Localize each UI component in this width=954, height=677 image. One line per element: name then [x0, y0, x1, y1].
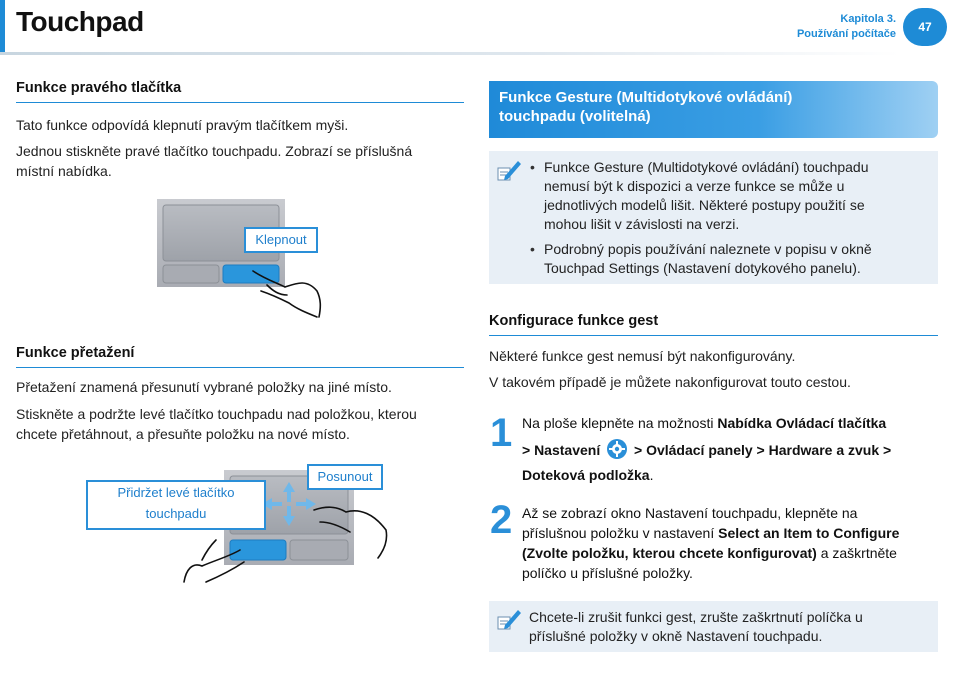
step-number-2: 2 — [490, 498, 513, 542]
note-line: Chcete-li zrušit funkci gest, zrušte zaškrtnutí políčka u — [529, 609, 863, 625]
menu-path-settings: > Nastavení — [522, 442, 601, 458]
note-line: příslušné položky v okně Nastavení touchpadu. — [529, 628, 823, 644]
move-callout: Posunout — [307, 464, 383, 490]
section-rule — [16, 367, 464, 368]
config-paragraph-1: Některé funkce gest nemusí být nakonfigurovány. — [489, 348, 796, 364]
menu-path-control-panel: > Ovládací panely > Hardware a zvuk > — [634, 442, 892, 458]
chapter-number: Kapitola 3. — [840, 13, 896, 25]
chapter-title: Používání počítače — [796, 28, 896, 40]
note-bullet-1 — [544, 158, 929, 234]
note-line: nemusí být k dispozici a verze funkce se může u — [544, 178, 845, 194]
page-title: Touchpad — [16, 6, 144, 37]
config-heading: Konfigurace funkce gest — [489, 313, 659, 329]
bullet-dot: • — [530, 241, 535, 257]
config-paragraph-2: V takovém případě je můžete nakonfigurovat touto cestou. — [489, 374, 851, 390]
drag-paragraph-2b: chcete přetáhnout, a přesuňte položku na nové místo. — [16, 426, 350, 442]
drag-heading: Funkce přetažení — [16, 345, 135, 361]
step-1-intro: Na ploše klepněte na možnosti — [522, 415, 718, 431]
drag-paragraph-1: Přetažení znamená přesunutí vybrané položky na jiné místo. — [16, 379, 392, 395]
step-1-text — [522, 413, 932, 486]
section-rule — [16, 102, 464, 103]
menu-path-control-buttons: Nabídka Ovládací tlačítka — [717, 415, 887, 431]
right-click-heading: Funkce pravého tlačítka — [16, 80, 182, 96]
gear-icon — [606, 438, 628, 460]
note-bullet-2 — [544, 240, 929, 278]
step-1-period: . — [649, 467, 654, 483]
note-line: Funkce Gesture (Multidotykové ovládání) touchpadu — [544, 159, 869, 175]
note-line: Podrobný popis používání naleznete v popisu v okně — [544, 241, 872, 257]
step-2-line-1: Až se zobrazí okno Nastavení touchpadu, klepněte na — [522, 505, 858, 521]
hold-left-button-callout — [86, 480, 266, 530]
select-item-translation: (Zvolte položku, kterou chcete konfigurovat) — [522, 545, 817, 561]
hold-callout-line-2: touchpadu — [145, 506, 207, 521]
touchpad-right-click-illustration — [157, 199, 325, 319]
tap-callout: Klepnout — [244, 227, 318, 253]
drag-paragraph-2a: Stiskněte a podržte levé tlačítko touchpadu nad položkou, kterou — [16, 406, 417, 422]
bullet-dot: • — [530, 159, 535, 175]
right-click-paragraph-2b: místní nabídka. — [16, 163, 112, 179]
gesture-title-line-1: Funkce Gesture (Multidotykové ovládání) — [499, 89, 793, 106]
right-click-paragraph-1: Tato funkce odpovídá klepnutí pravým tlačítkem myši. — [16, 117, 349, 133]
page-number-badge: 47 — [903, 8, 947, 46]
menu-path-touchpad: Doteková podložka — [522, 467, 650, 483]
note-line: jednotlivých modelů lišit. Některé postupy použití se — [544, 197, 865, 213]
header-divider — [0, 52, 900, 55]
step-2-line-3: a zaškrtněte — [816, 545, 897, 561]
select-item-to-configure-label: Select an Item to Configure — [718, 525, 900, 541]
note-2-text — [529, 608, 929, 646]
step-2-line-2: příslušnou položku v nastavení — [522, 525, 719, 541]
step-2-text — [522, 503, 936, 583]
gesture-section-title — [499, 88, 919, 126]
note-line: Touchpad Settings (Nastavení dotykového panelu). — [544, 260, 861, 276]
step-2-line-4: políčko u příslušné položky. — [522, 565, 693, 581]
header-accent-bar — [0, 0, 5, 52]
note-line: mohou lišit v závislosti na verzi. — [544, 216, 740, 232]
chapter-label — [797, 12, 896, 42]
note-pencil-icon — [496, 607, 522, 633]
hold-callout-line-1: Přidržet levé tlačítko — [117, 485, 235, 500]
gesture-title-line-2: touchpadu (volitelná) — [499, 108, 651, 125]
section-rule — [489, 335, 938, 336]
note-pencil-icon — [496, 158, 522, 184]
step-number-1: 1 — [490, 411, 513, 455]
right-click-paragraph-2a: Jednou stiskněte pravé tlačítko touchpadu. Zobrazí se příslušná — [16, 143, 413, 159]
